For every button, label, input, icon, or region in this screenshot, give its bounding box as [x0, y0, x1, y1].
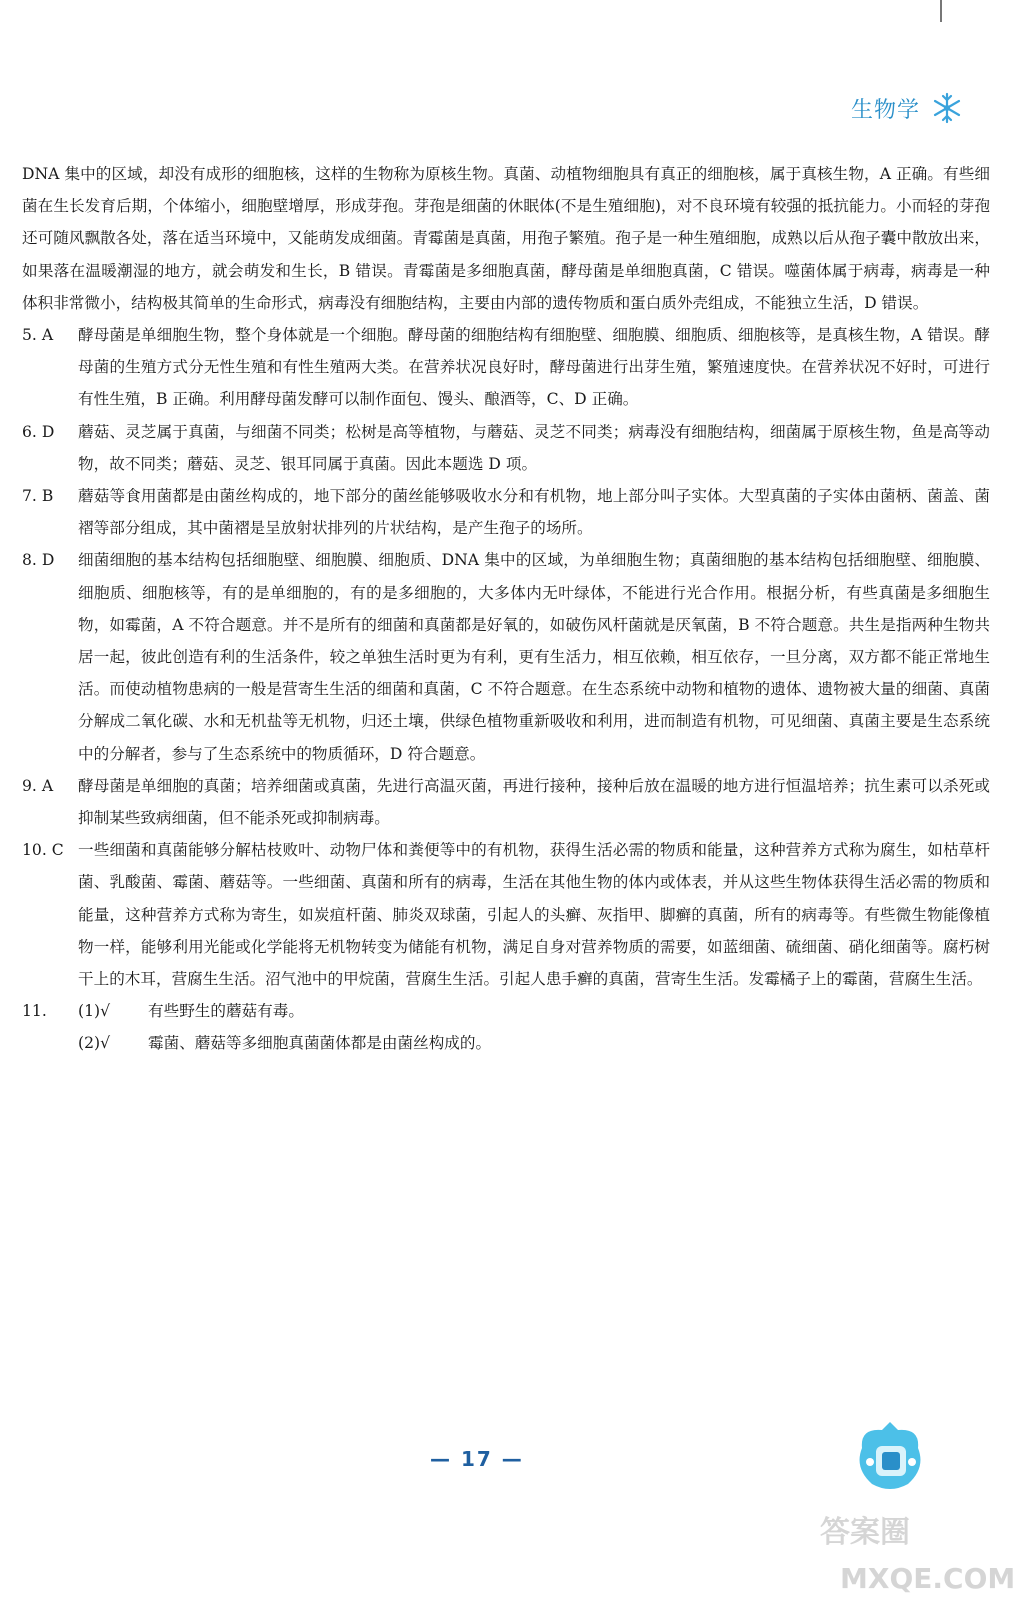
- page-number: — 17 —: [430, 1447, 524, 1471]
- svg-text:MXQE.COM: MXQE.COM: [840, 1562, 1016, 1595]
- mascot-icon: [852, 1418, 928, 1494]
- answer-explanation: 酵母菌是单细胞生物，整个身体就是一个细胞。酵母菌的细胞结构有细胞壁、细胞膜、细胞质、细胞核等，是真核生物，A 错误。酵母菌的生殖方式分无性生殖和有性生殖两大类。在营养状况良好时，酵母菌进行出芽生殖，繁殖速度快。在营养状况不好时，可进行有性生殖，B 正确。利用酵母菌发酵可以制作面包、馒头、酿酒等，C、D 正确。: [78, 326, 990, 409]
- sub-answer-number: (2)√: [78, 1034, 111, 1053]
- sub-answer-list: [78, 995, 990, 1059]
- sub-answer-text: 霉菌、蘑菇等多细胞真菌菌体都是由菌丝构成的。: [148, 1034, 492, 1053]
- intro-paragraph: DNA 集中的区域，却没有成形的细胞核，这样的生物称为原核生物。真菌、动植物细胞具有真正的细胞核，属于真核生物，A 正确。有些细菌在生长发育后期，个体缩小，细胞壁增厚，形成芽孢。芽孢是细菌的休眠体(不是生殖细胞)，对不良环境有较强的抵抗能力。小而轻的芽孢还可随风飘散各处，落在适当环境中，又能萌发成细菌。青霉菌是真菌，用孢子繁殖。孢子是一种生殖细胞，成熟以后从孢子囊中散放出来，如果落在温暖潮湿的地方，就会萌发和生长，B 错误。青霉菌是多细胞真菌，酵母菌是单细胞真菌，C 错误。噬菌体属于病毒，病毒是一种体积非常微小，结构极其简单的生命形式，病毒没有细胞结构，主要由内部的遗传物质和蛋白质外壳组成，不能独立生活，D 错误。: [22, 165, 990, 312]
- sub-answer: [78, 995, 990, 1027]
- answer-item: [22, 834, 990, 995]
- svg-text:答案圈: 答案圈: [820, 1515, 910, 1550]
- top-rule: [940, 0, 942, 22]
- answer-explanation: 一些细菌和真菌能够分解枯枝败叶、动物尸体和粪便等中的有机物，获得生活必需的物质和能量，这种营养方式称为腐生，如枯草杆菌、乳酸菌、霉菌、蘑菇等。一些细菌、真菌和所有的病毒，生活在其他生物的体内或体表，并从这些生物体获得生活必需的物质和能量，这种营养方式称为寄生，如炭疽杆菌、肺炎双球菌，引起人的头癣、灰指甲、脚癣的真菌，所有的病毒等。有些微生物能像植物一样，能够利用光能或化学能将无机物转变为储能有机物，满足自身对营养物质的需要，如蓝细菌、硫细菌、硝化细菌等。腐朽树干上的木耳，营腐生生活。沼气池中的甲烷菌，营腐生生活。引起人患手癣的真菌，营寄生生活。发霉橘子上的霉菌，营腐生生活。: [78, 841, 990, 989]
- answer-number: 5. A: [22, 326, 54, 345]
- sub-answer: [78, 1027, 990, 1059]
- answer-item: [22, 544, 990, 769]
- answer-content: [22, 158, 990, 1060]
- page-header: [851, 90, 964, 126]
- answer-item: [22, 416, 990, 480]
- sub-answer-number: (1)√: [78, 1002, 111, 1021]
- answer-item: [22, 770, 990, 834]
- answer-explanation: 蘑菇等食用菌都是由菌丝构成的，地下部分的菌丝能够吸收水分和有机物，地上部分叫子实体。大型真菌的子实体由菌柄、菌盖、菌褶等部分组成，其中菌褶是呈放射状排列的片状结构，是产生孢子的场所。: [78, 487, 990, 538]
- answer-number: 9. A: [22, 776, 54, 795]
- answer-number: 6. D: [22, 422, 55, 441]
- answer-explanation: 酵母菌是单细胞的真菌；培养细菌或真菌，先进行高温灭菌，再进行接种，接种后放在温暖的地方进行恒温培养；抗生素可以杀死或抑制某些致病细菌，但不能杀死或抑制病毒。: [78, 776, 990, 828]
- answer-item: [22, 480, 990, 544]
- answer-explanation: 细菌细胞的基本结构包括细胞壁、细胞膜、细胞质、DNA 集中的区域，为单细胞生物；真菌细胞的基本结构包括细胞壁、细胞膜、细胞质、细胞核等，有的是单细胞的，有的是多细胞的，大多体内无叶绿体，不能进行光合作用。根据分析，有些真菌是多细胞生物，如霉菌，A 不符合题意。并不是所有的细菌和真菌都是好氧的，如破伤风杆菌就是厌氧菌，B 不符合题意。共生是指两种生物共居一起，彼此创造有利的生活条件，较之单独生活时更为有利，更有生活力，相互依赖，相互依存，一旦分离，双方都不能正常地生活。而使动植物患病的一般是营寄生生活的细菌和真菌，C 不符合题意。在生态系统中动物和植物的遗体、遗物被大量的细菌、真菌分解成二氧化碳、水和无机盐等无机物，归还土壤，供绿色植物重新吸收和利用，进而制造有机物，可见细菌、真菌主要是生态系统中的分解者，参与了生态系统中的物质循环，D 符合题意。: [78, 551, 990, 763]
- subject-title: 生物学: [850, 97, 920, 123]
- answer-item-11: [22, 995, 990, 1059]
- sub-answer-text: 有些野生的蘑菇有毒。: [148, 1002, 304, 1021]
- answer-number: 7. B: [22, 487, 54, 506]
- answer-item: [22, 319, 990, 416]
- snowflake-icon: [930, 91, 964, 125]
- answer-explanation: 蘑菇、灵芝属于真菌，与细菌不同类；松树是高等植物，与蘑菇、灵芝不同类；病毒没有细胞结构，细菌属于原核生物，鱼是高等动物，故不同类；蘑菇、灵芝、银耳同属于真菌。因此本题选 D 项。: [78, 422, 990, 473]
- answer-number: 10. C: [22, 841, 64, 860]
- watermark-logo: [810, 1500, 1020, 1600]
- answer-number: 8. D: [22, 551, 55, 570]
- answer-number: 11.: [22, 1002, 47, 1021]
